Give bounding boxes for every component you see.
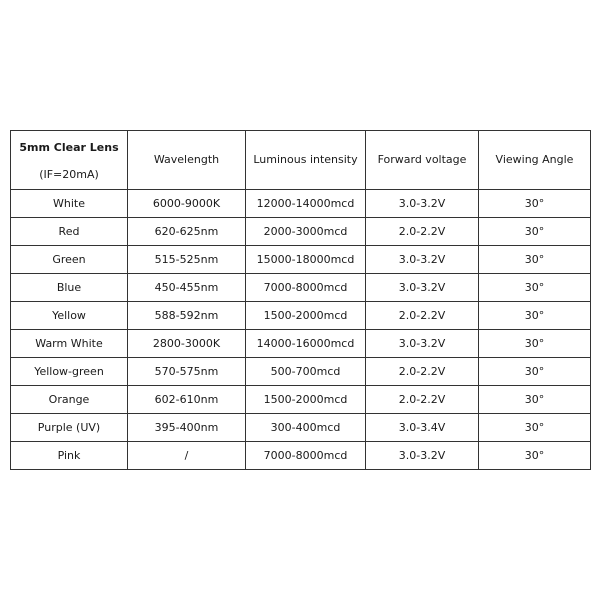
table-row (11, 218, 591, 246)
luminous-intensity-cell: 300-400mcd (246, 414, 366, 442)
color-cell: Blue (11, 274, 128, 302)
viewing-angle-cell: 30° (479, 442, 591, 470)
wavelength-cell: 395-400nm (128, 414, 246, 442)
viewing-angle-cell: 30° (479, 386, 591, 414)
forward-voltage-cell: 2.0-2.2V (366, 386, 479, 414)
table-row (11, 302, 591, 330)
forward-voltage-cell: 3.0-3.2V (366, 274, 479, 302)
luminous-intensity-cell: 15000-18000mcd (246, 246, 366, 274)
luminous-intensity-cell: 7000-8000mcd (246, 274, 366, 302)
forward-voltage-cell: 3.0-3.2V (366, 190, 479, 218)
viewing-angle-cell: 30° (479, 274, 591, 302)
forward-voltage-cell: 2.0-2.2V (366, 218, 479, 246)
luminous-intensity-cell: 7000-8000mcd (246, 442, 366, 470)
color-cell: White (11, 190, 128, 218)
forward-voltage-cell: 3.0-3.4V (366, 414, 479, 442)
luminous-intensity-cell: 12000-14000mcd (246, 190, 366, 218)
color-cell: Purple (UV) (11, 414, 128, 442)
forward-voltage-cell: 2.0-2.2V (366, 358, 479, 386)
viewing-angle-cell: 30° (479, 302, 591, 330)
luminous-intensity-cell: 1500-2000mcd (246, 386, 366, 414)
luminous-intensity-cell: 2000-3000mcd (246, 218, 366, 246)
led-spec-table (10, 130, 591, 470)
forward-voltage-cell: 3.0-3.2V (366, 330, 479, 358)
table-row (11, 442, 591, 470)
wavelength-cell: 515-525nm (128, 246, 246, 274)
wavelength-cell: 450-455nm (128, 274, 246, 302)
luminous-intensity-cell: 1500-2000mcd (246, 302, 366, 330)
forward-voltage-cell: 3.0-3.2V (366, 442, 479, 470)
table-row (11, 274, 591, 302)
table-row (11, 190, 591, 218)
viewing-angle-cell: 30° (479, 358, 591, 386)
viewing-angle-cell: 30° (479, 190, 591, 218)
header-forward-voltage: Forward voltage (366, 131, 479, 190)
viewing-angle-cell: 30° (479, 330, 591, 358)
header-luminous-intensity: Luminous intensity (246, 131, 366, 190)
table-row (11, 330, 591, 358)
color-cell: Yellow-green (11, 358, 128, 386)
color-cell: Warm White (11, 330, 128, 358)
header-row (11, 131, 591, 190)
table-row (11, 246, 591, 274)
luminous-intensity-cell: 14000-16000mcd (246, 330, 366, 358)
wavelength-cell: 588-592nm (128, 302, 246, 330)
color-cell: Red (11, 218, 128, 246)
table-row (11, 358, 591, 386)
header-lens-subtitle: (IF=20mA) (39, 168, 99, 181)
wavelength-cell: 2800-3000K (128, 330, 246, 358)
color-cell: Yellow (11, 302, 128, 330)
wavelength-cell: / (128, 442, 246, 470)
color-cell: Pink (11, 442, 128, 470)
header-wavelength: Wavelength (128, 131, 246, 190)
viewing-angle-cell: 30° (479, 414, 591, 442)
header-lens-cell (11, 131, 128, 190)
viewing-angle-cell: 30° (479, 246, 591, 274)
viewing-angle-cell: 30° (479, 218, 591, 246)
table-row (11, 386, 591, 414)
color-cell: Green (11, 246, 128, 274)
header-viewing-angle: Viewing Angle (479, 131, 591, 190)
wavelength-cell: 620-625nm (128, 218, 246, 246)
header-lens-title: 5mm Clear Lens (19, 140, 119, 154)
wavelength-cell: 602-610nm (128, 386, 246, 414)
wavelength-cell: 570-575nm (128, 358, 246, 386)
color-cell: Orange (11, 386, 128, 414)
table-row (11, 414, 591, 442)
wavelength-cell: 6000-9000K (128, 190, 246, 218)
luminous-intensity-cell: 500-700mcd (246, 358, 366, 386)
forward-voltage-cell: 2.0-2.2V (366, 302, 479, 330)
forward-voltage-cell: 3.0-3.2V (366, 246, 479, 274)
